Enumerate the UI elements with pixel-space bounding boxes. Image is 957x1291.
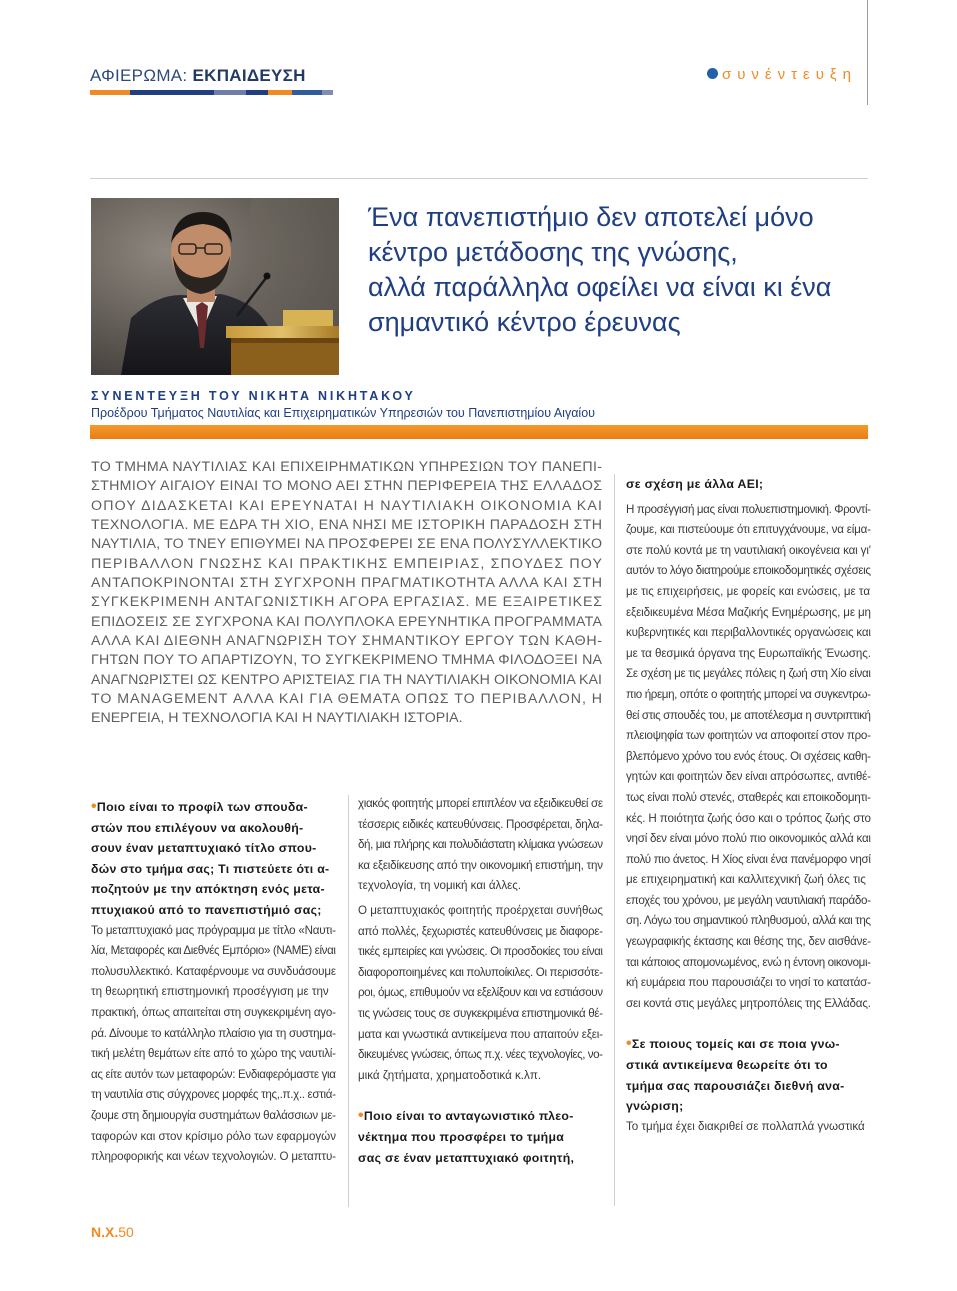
answer-line: ας είτε αυτόν των μεταφορών: Ενδιαφερόμαστε για (91, 1067, 336, 1081)
answer-line: ρά. Δίνουμε το κατάλληλο πλαίσιο για τη συστημα- (91, 1026, 336, 1040)
answer-line: κα εξειδίκευσης από την οικονομική επιστήμη, την (358, 858, 603, 872)
headline-line: σημαντικό κέντρο έρευνας (368, 307, 681, 337)
answer-line: ζουμε, και πιστεύουμε ότι επιτυγχάνουμε, να είμα- (626, 523, 871, 537)
answer-line: με τα θεσμικά όργανα της Ευρωπαϊκής Ένωσης. (626, 646, 871, 660)
answer-line: πλειοψηφία των φοιτητών να αποφοιτεί στον προ- (626, 729, 871, 743)
answer-1-paragraph-2 (358, 901, 603, 1086)
interviewee-role: Προέδρου Τμήματος Ναυτιλίας και Επιχειρηματικών Υπηρεσιών του Πανεπιστημίου Αιγαίου (91, 406, 595, 420)
answer-line: Η προσέγγισή μας είναι πολυεπιστημονική. Φροντί- (626, 502, 871, 516)
question-line (358, 1106, 603, 1127)
question-line: πτυχιακού από το πανεπιστήμιό σας; (91, 902, 322, 917)
answer-line: τέσσερις ειδικές κατευθύνσεις. Προσφέρεται, δηλα- (358, 817, 603, 831)
intro-line: ΝΑΥΤΙΛΙΑ, ΤΟ ΤΝΕΥ ΕΠΙΘΥΜΕΙ ΝΑ ΠΡΟΣΦΕΡΕΙ ΣΕ ΕΝΑ ΠΟΛΥΣΥΛΛΕΚΤΙΚΟ (91, 536, 603, 553)
answer-line: Το τμήμα έχει διακριθεί σε πολλαπλά γνωστικά (626, 1119, 865, 1133)
question-text: Ποιο είναι το προφίλ των σπουδα- (96, 800, 308, 814)
answer-line: ροι, όμως, επιθυμούν να εξελίξουν και να εστιάσουν (358, 986, 603, 1000)
answer-1 (91, 921, 336, 1168)
intro-line: ΓΗΤΩΝ ΠΟΥ ΤΟ ΑΠΑΡΤΙΖΟΥΝ, ΤΟ ΣΥΓΚΕΚΡΙΜΕΝΟ ΤΜΗΜΑ ΦΙΛΟΔΟΞΕΙ ΝΑ (91, 652, 603, 669)
question-line (91, 797, 336, 818)
section-prefix: ΑΦΙΕΡΩΜΑ: (90, 66, 188, 85)
page-number (91, 1224, 134, 1240)
answer-line: κές. Η ποιότητα ζωής όσο και ο τρόπος ζωής στο (626, 811, 871, 825)
headline-line: Ένα πανεπιστήμιο δεν αποτελεί μόνο (368, 202, 814, 232)
answer-line: τη ναυτιλία στις σύγχρονες μορφές της,.π.χ.. εστιά- (91, 1088, 336, 1102)
answer-line: αυτόν το λόγο διατηρούμε εποικοδομητικές σχέσεις (626, 564, 871, 578)
answer-line: κή ευμάρεια που παρουσιάζει το νησί το κατατάσ- (626, 976, 871, 990)
intro-line: ΕΝΕΡΓΕΙΑ, Η ΤΕΧΝΟΛΟΓΙΑ ΚΑΙ Η ΝΑΥΤΙΛΙΑΚΗ ΙΣΤΟΡΙΑ. (91, 710, 463, 727)
intro-line: ΑΝΤΑΠΟΚΡΙΝΟΝΤΑΙ ΣΤΗ ΣΥΓΧΡΟΝΗ ΠΡΑΓΜΑΤΙΚΟΤΗΤΑ ΑΛΛΑ ΚΑΙ ΣΤΗ (91, 575, 603, 592)
headline (368, 200, 868, 340)
color-bar-segment (268, 90, 292, 95)
answer-line: γεωγραφικής έκτασης και θέσης της, δεν αισθάνε- (626, 935, 871, 949)
answer-3 (626, 1117, 871, 1138)
answer-line: πρακτική, όπως απαιτείται στη συγκεκριμένη αγο- (91, 1005, 336, 1019)
intro-paragraph (91, 458, 602, 729)
intro-line: ΟΠΟΥ ΔΙΔΑΣΚΕΤΑΙ ΚΑΙ ΕΡΕΥΝΑΤΑΙ Η ΝΑΥΤΙΛΙΑΚΗ ΟΙΚΟΝΟΜΙΑ ΚΑΙ (91, 497, 604, 514)
headline-line: κέντρο μετάδοσης της γνώσης, (368, 237, 738, 267)
answer-line: από πολλές, ξεχωριστές κατευθύνσεις με διαφορε- (358, 924, 603, 938)
column-2 (358, 794, 603, 1168)
question-text: Ποιο είναι το ανταγωνιστικό πλεο- (363, 1109, 574, 1124)
answer-line: τεχνολογία, τη νομική και άλλες. (358, 879, 522, 893)
answer-line: τως είναι πολύ στενές, σταθερές και εποικοδομητι- (626, 790, 871, 804)
answer-line: με τις επιχειρήσεις, με φορείς και ενώσεις, με τα (626, 584, 871, 598)
interviewee-name: ΣΥΝΕΝΤΕΥΞΗ ΤΟΥ ΝΙΚΗΤΑ ΝΙΚΗΤΑΚΟΥ (91, 389, 416, 403)
answer-2 (626, 500, 871, 665)
interview-tag-label: συνέντευξη (721, 66, 857, 83)
answer-line: στε πολύ κοντά με τη ναυτιλιακή οικογένεια και γι' (626, 543, 871, 557)
answer-line: μικά ζητήματα, χρηματοδοτικά κ.λπ. (358, 1068, 542, 1082)
answer-line: πολυσυλλεκτικό. Καταφέρνουμε να συνδυάσουμε (91, 964, 336, 978)
question-line: τμήμα σας παρουσιάζει διεθνή ανα- (626, 1078, 845, 1093)
answer-line: Το μεταπτυχιακό μας πρόγραμμα με τίτλο «Ναυτι- (91, 923, 336, 937)
answer-line: τική μελέτη θεμάτων είτε από το χώρο της ναυτιλί- (91, 1047, 336, 1061)
section-name: ΕΚΠΑΙΔΕΥΣΗ (192, 66, 306, 85)
answer-line: ση. Λόγω του σημαντικού πληθυσμού, αλλά και της (626, 914, 871, 928)
question-text: Σε ποιους τομείς και σε ποια γνω- (631, 1037, 840, 1052)
answer-line: σει κοντά στις μεγάλες μητροπόλεις της Ελλάδας. (626, 996, 871, 1010)
intro-line: ΕΠΙΔΟΣΕΙΣ ΣΕ ΣΥΓΧΡΟΝΑ ΚΑΙ ΠΟΛΥΠΛΟΚΑ ΕΡΕΥΝΗΤΙΚΑ ΠΡΟΓΡΑΜΜΑΤΑ (91, 613, 603, 630)
answer-line: ταφορών και στον κρίσιμο ρόλο των εφαρμογών (91, 1129, 336, 1143)
answer-line: γητών και φοιτητών δεν είναι απρόσωπες, αντιθέ- (626, 770, 871, 784)
answer-line: Ο μεταπτυχιακός φοιτητής προέρχεται συνήθως (358, 903, 603, 917)
answer-1-continued (358, 794, 603, 897)
answer-line: λία, Μεταφορές και Διεθνές Εμπόριο» (ΝΑΜΕ) είναι (91, 944, 336, 958)
question-line: στικά αντικείμενα θεωρείτε ότι το (626, 1058, 828, 1073)
bullet-icon: • (358, 1107, 364, 1125)
answer-line: τικές εμπειρίες και γνώσεις. Οι προσδοκίες του είναι (358, 945, 603, 959)
column-1 (91, 797, 336, 1168)
orange-divider-bar (90, 425, 868, 439)
answer-2-paragraph-2 (626, 664, 871, 1014)
section-label (90, 66, 306, 86)
question-line: σας σε έναν μεταπτυχιακό φοιτητή, (358, 1150, 575, 1165)
question-3 (626, 1034, 871, 1116)
interview-tag (707, 66, 857, 83)
color-bar-segment (214, 90, 246, 95)
question-1 (91, 797, 336, 921)
column-divider (614, 474, 615, 1206)
intro-line: ΠΕΡΙΒΑΛΛΟΝ ΓΝΩΣΗΣ ΚΑΙ ΠΡΑΚΤΙΚΗΣ ΕΜΠΕΙΡΙΑΣ, ΣΠΟΥΔΕΣ ΠΟΥ (91, 555, 604, 572)
question-line: σουν έναν μεταπτυχιακό τίτλο σπου- (91, 841, 317, 856)
question-line: στών που επιλέγουν να ακολουθή- (91, 820, 304, 835)
page-prefix: Ν.Χ. (91, 1224, 119, 1240)
question-line: νέκτημα που προσφέρει το τμήμα (358, 1129, 565, 1144)
color-bar-segment (90, 90, 130, 95)
intro-line: ΣΤΗΜΙΟΥ ΑΙΓΑΙΟΥ ΕΙΝΑΙ ΤΟ ΜΟΝΟ ΑΕΙ ΣΤΗΝ ΠΕΡΙΦΕΡΕΙΑ ΤΗΣ ΕΛΛΑΔΟΣ (91, 478, 603, 495)
intro-line: ΤΕΧΝΟΛΟΓΙΑ. ΜΕ ΕΔΡΑ ΤΗ ΧΙΟ, ΕΝΑ ΝΗΣΙ ΜΕ ΙΣΤΟΡΙΚΗ ΠΑΡΑΔΟΣΗ ΣΤΗ (91, 517, 603, 534)
color-bar-segment (322, 90, 333, 95)
answer-line: δικευμένες γνώσεις, όπως π.χ. νέες τεχνολογίες, νο- (358, 1048, 603, 1062)
answer-line: τη θεωρητική επιστημονική προσέγγιση με την (91, 985, 329, 999)
answer-line: Σε σχέση με τις μεγάλες πόλεις η ζωή στη Χίο είναι (626, 667, 871, 681)
question-line: δών στο τμήμα σας; Τι πιστεύετε ότι α- (91, 861, 330, 876)
answer-line: ται κάποιος απομονωμένος, ενώ η έντονη οικονομι- (626, 955, 871, 969)
answer-line: πολύ πιο άνετος. Η Χίος είναι ένα πανέμορφο νησί (626, 852, 871, 866)
color-bar-segment (130, 90, 214, 95)
color-bar-segment (246, 90, 268, 95)
top-divider (90, 178, 868, 179)
answer-line: ματα και γνωστικά αντικείμενα που απαιτούν εξει- (358, 1027, 603, 1041)
question-line: ποζητούν με την απόκτηση ενός μετα- (91, 882, 325, 897)
bullet-icon: • (91, 798, 97, 815)
question-2 (358, 1106, 603, 1168)
answer-line: ζουμε στη δημιουργία συστημάτων θαλάσσιων με- (91, 1108, 336, 1122)
answer-line: νησί δεν είναι μόνο πολύ πιο οικονομικός αλλά και (626, 832, 871, 846)
bullet-icon: • (626, 1035, 632, 1053)
column-divider (348, 795, 349, 1207)
answer-line: εξειδικευμένα Μέσα Μαζικής Ενημέρωσης, με μη (626, 605, 871, 619)
speaker-photo (91, 198, 339, 375)
answer-line: τις γνώσεις τους σε συγκεκριμένα επιστημονικά θέ- (358, 1006, 603, 1020)
answer-line: δή, μια πλήρης και πολυδιάστατη κλίμακα γνώσεων (358, 838, 603, 852)
intro-line: ΣΥΓΚΕΚΡΙΜΕΝΗ ΑΝΤΑΓΩΝΙΣΤΙΚΗ ΑΓΟΡΑ ΕΡΓΑΣΙΑΣ. ΜΕ ΕΞΑΙΡΕΤΙΚΕΣ (91, 594, 603, 611)
page-number-value: 50 (118, 1224, 134, 1240)
answer-line: με επιχειρηματική και καλλιτεχνική ζωή όλες τις (626, 873, 866, 887)
answer-line: εποχές του χρόνου, με μεγάλη ναυτιλιακή παράδο- (626, 893, 871, 907)
answer-line: κυβερνητικές και περιβαλλοντικές οργανώσεις και (626, 626, 871, 640)
page-edge-line (867, 0, 868, 105)
question-2-tail: σε σχέση με άλλα ΑΕΙ; (626, 477, 764, 491)
answer-line: χιακός φοιτητής μπορεί επιπλέον να εξειδικευθεί σε (358, 797, 603, 810)
intro-line: ΑΝΑΓΝΩΡΙΣΤΕΙ ΩΣ ΚΕΝΤΡΟ ΑΡΙΣΤΕΙΑΣ ΓΙΑ ΤΗ ΝΑΥΤΙΛΙΑΚΗ ΟΙΚΟΝΟΜΙΑ ΚΑΙ (91, 671, 603, 688)
section-color-bar (90, 90, 333, 95)
answer-line: πιο ήρεμη, οπότε ο φοιτητής μπορεί να συγκεντρω- (626, 687, 871, 701)
column-3 (626, 474, 871, 1137)
intro-line: ΤΟ MANAGEMENT ΑΛΛΑ ΚΑΙ ΓΙΑ ΘΕΜΑΤΑ ΟΠΩΣ ΤΟ ΠΕΡΙΒΑΛΛΟΝ, Η (91, 691, 603, 708)
question-line: γνώριση; (626, 1099, 684, 1114)
question-line (626, 1034, 871, 1055)
bullet-dot-icon (707, 68, 718, 79)
answer-line: πληροφορικής και νέων τεχνολογιών. Ο μεταπτυ- (91, 1150, 336, 1164)
color-bar-segment (292, 90, 322, 95)
headline-line: αλλά παράλληλα οφείλει να είναι κι ένα (368, 272, 832, 302)
answer-line: διαφοροποιημένες και πολυποίκιλες. Οι περισσότε- (358, 965, 603, 979)
answer-line: θεί στις σπουδές του, με αποτέλεσμα η συντριπτική (626, 708, 871, 722)
intro-line: ΑΛΛΑ ΚΑΙ ΔΙΕΘΝΗ ΑΝΑΓΝΩΡΙΣΗ ΤΟΥ ΣΗΜΑΝΤΙΚΟΥ ΕΡΓΟΥ ΤΩΝ ΚΑΘΗ- (91, 633, 603, 650)
answer-line: βλεπόμενο χρόνο του ενός έτους. Οι σχέσεις καθη- (626, 749, 871, 763)
intro-line: ΤΟ ΤΜΗΜΑ ΝΑΥΤΙΛΙΑΣ ΚΑΙ ΕΠΙΧΕΙΡΗΜΑΤΙΚΩΝ ΥΠΗΡΕΣΙΩΝ ΤΟΥ ΠΑΝΕΠΙ- (91, 459, 603, 475)
